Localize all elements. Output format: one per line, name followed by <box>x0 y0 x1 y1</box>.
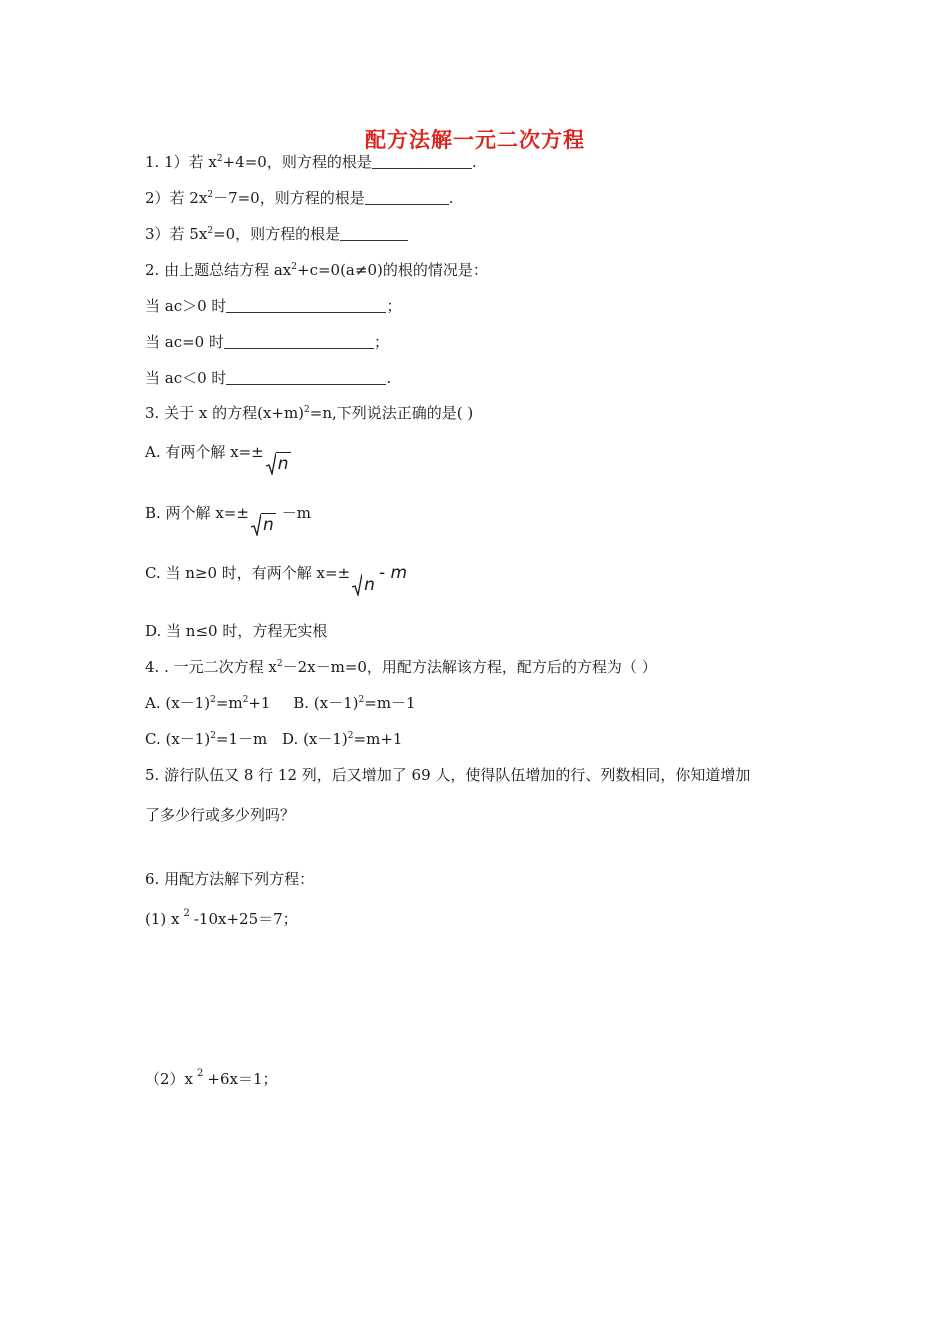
answer-blank[interactable] <box>226 298 386 313</box>
q6-part1: (1) x $^2$ -10x+25＝7； <box>145 908 298 928</box>
q3-option-d: D. 当 n≤0 时，方程无实根 <box>145 622 328 640</box>
answer-blank[interactable] <box>372 154 472 169</box>
q3-option-a: A. 有两个解 x=±n <box>145 443 289 474</box>
q1-line1: 1. 1）若 $x^2+4=0$，则方程的根是 . <box>145 153 477 171</box>
q6-part2: （2）x $^2$ +6x＝1； <box>145 1068 278 1088</box>
q4-head: 4. . 一元二次方程 $x^2-2x-m=0$，用配方法解该方程，配方后的方程为（ ） <box>145 658 657 676</box>
q2-case-a: 当 ac＞0 时 ； <box>145 297 402 315</box>
answer-blank[interactable] <box>226 370 386 385</box>
q1-line3: 3）若 $5x^2=0$，则方程的根是 <box>145 224 408 244</box>
q5-line2: 了多少行或多少列吗？ <box>145 806 296 824</box>
q4-options-cd: C. $(x-1)^2=1-m$ D. $(x-1)^2=m+1$ <box>145 730 403 748</box>
page-title: 配方法解一元二次方程 <box>365 128 585 152</box>
q2-case-b: 当 ac=0 时 ； <box>145 333 390 351</box>
q3-head: 3. 关于 x 的方程$(x+m)^2=n$,下列说法正确的是( ) <box>145 404 474 422</box>
sqrt-n: n <box>251 513 276 536</box>
q2-case-c: 当 ac＜0 时 . <box>145 369 392 387</box>
q5-line1: 5. 游行队伍又 8 行 12 列，后又增加了 69 人，使得队伍增加的行、列数相同，你知道增加 <box>145 766 751 784</box>
q3-option-c: C. 当 n≥0 时，有两个解 x=±n- m <box>145 563 408 595</box>
sqrt-n: n <box>266 452 291 475</box>
answer-blank[interactable] <box>224 334 374 349</box>
q4-options-ab: A. $(x-1)^2=m^2+1$ B. $(x-1)^2=m-1$ <box>145 694 416 712</box>
answer-blank[interactable] <box>365 190 449 205</box>
q3-option-b: B. 两个解 x=±n－m <box>145 504 311 535</box>
answer-blank[interactable] <box>340 226 408 241</box>
q1-line2: 2）若 $2x^2-7=0$，则方程的根是 . <box>145 189 454 207</box>
q2-head: 2. 由上题总结方程 $ax^2+c=0(a\ne 0)$的根的情况是： <box>145 261 488 279</box>
q6-head: 6. 用配方法解下列方程： <box>145 870 315 888</box>
sqrt-n: n <box>352 574 377 596</box>
